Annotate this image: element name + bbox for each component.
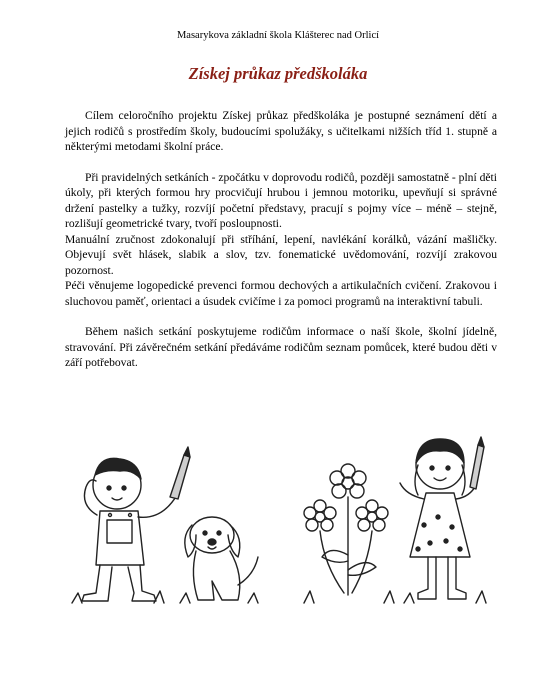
page-title: Získej průkaz předškoláka [188,64,368,83]
school-name: Masarykova základní škola Klášterec nad Orlicí [176,30,380,41]
crayon-icon [170,455,190,499]
paragraph-activities: Při pravidelných setkáních - zpočátku v doprovodu rodičů, později samostatně - plní děti úkoly, při kterých formou hry procvičují hrubou i jemnou motoriku, upevňují si správné držení pastelky a tužky, rozvíjí početní představy, pracují s pojmy více – méně – stejně, rozlišují geometrické tvary, tvoří posloupnosti. [65,170,497,230]
paragraph-parents: Během našich setkání poskytujeme rodičům informace o naší škole, školní jídelně, stravování. Při závěrečném setkání předáváme rodičům seznam pomůcek, které budou děti v září potřebovat. [65,325,497,369]
crayon-icon [470,445,484,489]
flowers-icon [304,464,388,595]
paragraph-intro: Cílem celoročního projektu Získej průkaz předškoláka je postupné seznámení dětí a jejich rodičů s prostředím školy, budoucími spolužáky, s učitelkami nižších tříd 1. stupně a některými metodami školní práce. [65,109,497,153]
paragraph-prevention: Péči věnujeme logopedické prevenci formou dechových a artikulačních cvičení. Zrakovou i sluchovou paměť, orientaci a úsudek cvičíme i za pomoci programů na interaktivní tabuli. [65,279,497,308]
girl-with-flowers-illustration [300,425,500,610]
document-body [65,108,497,371]
paragraph-skills: Manuální zručnost zdokonalují při stříhání, lepení, navlékání korálků, vázání mašličky. Objevují svět hlásek, slabik a slov, tzv. fonematické uvědomování, rozvíjí zrakovou pozornost. [65,232,497,277]
boy-with-dog-illustration [62,425,267,610]
